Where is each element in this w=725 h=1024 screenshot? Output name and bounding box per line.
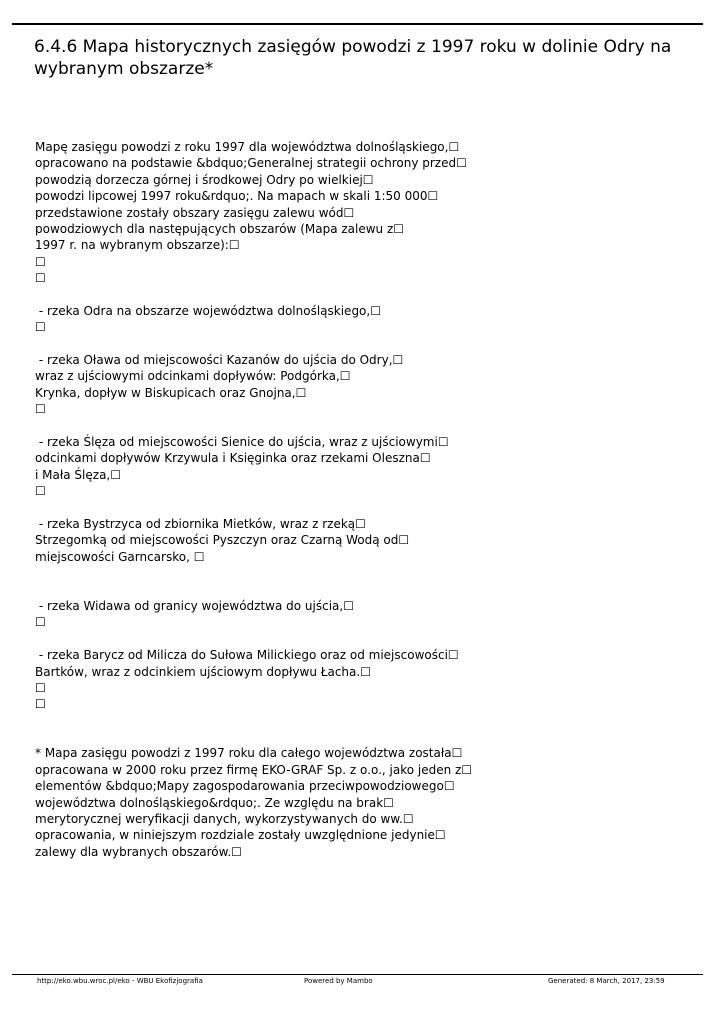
footer-site-link[interactable]: http://eko.wbu.wroc.pl/eko - WBU Ekofizjografia bbox=[37, 977, 203, 985]
page-title bbox=[34, 36, 704, 80]
body-line: miejscowości Garncarsko, ☐ bbox=[35, 549, 205, 564]
body-line bbox=[35, 336, 705, 352]
top-divider bbox=[12, 23, 703, 25]
body-line bbox=[35, 500, 705, 516]
body-line bbox=[35, 582, 705, 598]
body-line: zalewy dla wybranych obszarów.☐ bbox=[35, 844, 242, 859]
body-line: i Mała Ślęza,☐ bbox=[35, 467, 121, 482]
body-line bbox=[35, 729, 705, 745]
body-line: elementów &bdquo;Mapy zagospodarowania przeciwpowodziowego☐ bbox=[35, 779, 455, 794]
body-line: merytorycznej weryfikacji danych, wykorzystywanych do ww.☐ bbox=[35, 812, 414, 827]
body-line: * Mapa zasięgu powodzi z 1997 roku dla całego województwa została☐ bbox=[35, 746, 463, 761]
body-line: opracowano na podstawie &bdquo;Generalnej strategii ochrony przed☐ bbox=[35, 156, 467, 171]
body-line: - rzeka Oława od miejscowości Kazanów do ujścia do Odry,☐ bbox=[35, 353, 404, 368]
footer-powered-by: Powered by Mambo bbox=[304, 977, 373, 985]
body-line: powodziowych dla następujących obszarów (Mapa zalewu z☐ bbox=[35, 221, 405, 236]
body-line: ☐ bbox=[35, 320, 46, 335]
body-line: ☐ bbox=[35, 402, 46, 417]
title-line-1: 6.4.6 Mapa historycznych zasięgów powodzi z 1997 roku w dolinie Odry na bbox=[34, 37, 672, 57]
document-body bbox=[35, 139, 705, 860]
body-line: Strzegomką od miejscowości Pyszczyn oraz Czarną Wodą od☐ bbox=[35, 533, 410, 548]
body-line: ☐ bbox=[35, 615, 46, 630]
body-line: opracowana w 2000 roku przez firmę EKO-GRAF Sp. z o.o., jako jeden z☐ bbox=[35, 762, 473, 777]
body-line: 1997 r. na wybranym obszarze):☐ bbox=[35, 238, 240, 253]
body-line: Mapę zasięgu powodzi z roku 1997 dla województwa dolnośląskiego,☐ bbox=[35, 140, 460, 154]
body-line: - rzeka Barycz od Milicza do Sułowa Milickiego oraz od miejscowości☐ bbox=[35, 648, 459, 663]
body-line: - rzeka Bystrzyca od zbiornika Mietków, wraz z rzeką☐ bbox=[35, 516, 366, 531]
body-line: ☐ bbox=[35, 680, 46, 695]
body-line: ☐ bbox=[35, 254, 46, 269]
body-line: przedstawione zostały obszary zasięgu zalewu wód☐ bbox=[35, 205, 355, 220]
body-line: ☐ bbox=[35, 271, 46, 286]
body-line bbox=[35, 631, 705, 647]
body-line bbox=[35, 287, 705, 303]
body-line bbox=[35, 565, 705, 581]
footer-generated-date: Generated: 8 March, 2017, 23:59 bbox=[548, 977, 665, 985]
body-line: powodzi lipcowej 1997 roku&rdquo;. Na mapach w skali 1:50 000☐ bbox=[35, 189, 439, 204]
body-line: ☐ bbox=[35, 484, 46, 499]
body-line: - rzeka Widawa od granicy województwa do ujścia,☐ bbox=[35, 598, 354, 613]
body-line: odcinkami dopływów Krzywula i Księginka oraz rzekami Oleszna☐ bbox=[35, 451, 431, 466]
footer-divider bbox=[12, 974, 703, 975]
body-line: powodzią dorzecza górnej i środkowej Odry po wielkiej☐ bbox=[35, 172, 374, 187]
body-line: opracowania, w niniejszym rozdziale zostały uwzględnione jedynie☐ bbox=[35, 828, 446, 843]
body-line: - rzeka Odra na obszarze województwa dolnośląskiego,☐ bbox=[35, 303, 381, 318]
body-line: ☐ bbox=[35, 697, 46, 712]
body-line: wraz z ujściowymi odcinkami dopływów: Podgórka,☐ bbox=[35, 369, 351, 384]
body-line bbox=[35, 418, 705, 434]
body-line bbox=[35, 713, 705, 729]
body-line: Krynka, dopływ w Biskupicach oraz Gnojna,☐ bbox=[35, 385, 307, 400]
title-line-2: wybranym obszarze* bbox=[34, 59, 214, 79]
body-line: - rzeka Ślęza od miejscowości Sienice do ujścia, wraz z ujściowymi☐ bbox=[35, 435, 449, 450]
body-line: Bartków, wraz z odcinkiem ujściowym dopływu Łacha.☐ bbox=[35, 664, 371, 679]
body-line: województwa dolnośląskiego&rdquo;. Ze względu na brak☐ bbox=[35, 795, 394, 810]
